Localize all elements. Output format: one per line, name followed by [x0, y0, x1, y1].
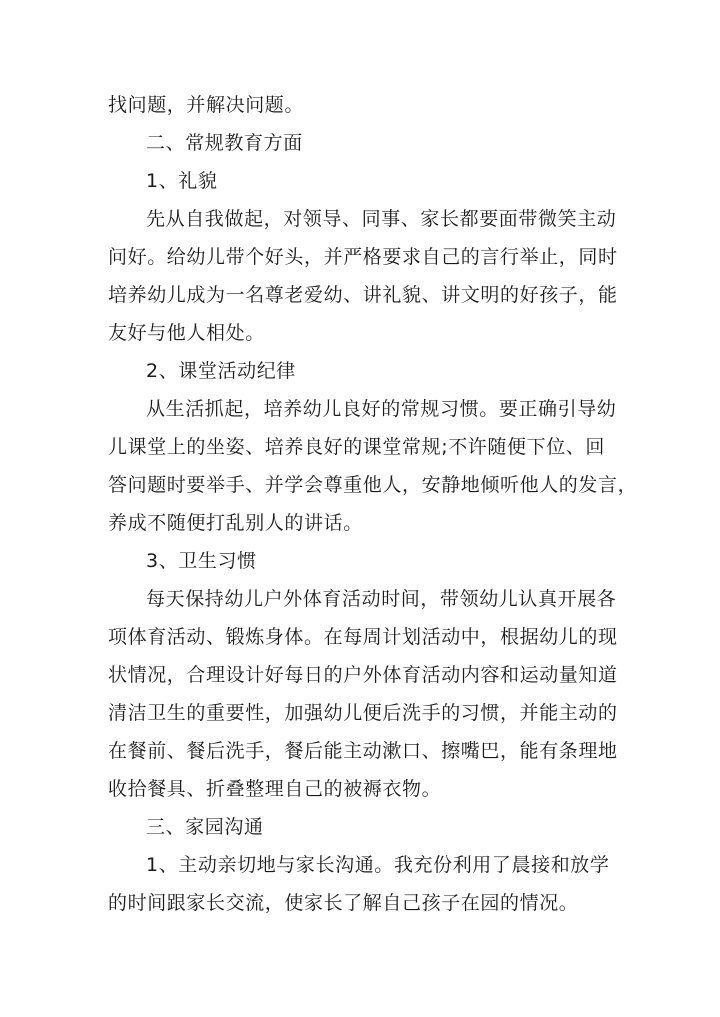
text-line: 收拾餐具、折叠整理自己的被褥衣物。	[108, 778, 442, 800]
text-line: 二、常规教育方面	[146, 132, 303, 154]
text-line: 从生活抓起，培养幼儿良好的常规习惯。要正确引导幼	[146, 398, 617, 420]
paragraph-p4	[108, 352, 613, 390]
paragraph-p7	[108, 580, 618, 808]
paragraph-p0	[108, 86, 613, 124]
paragraph-p1	[108, 124, 613, 162]
text-line: 每天保持幼儿户外体育活动时间，带领幼儿认真开展各	[146, 588, 617, 610]
text-line: 2、课堂活动纪律	[146, 360, 296, 382]
text-line: 养成不随便打乱别人的讲话。	[108, 512, 363, 534]
text-line: 3、卫生习惯	[146, 550, 257, 572]
paragraph-p3	[108, 200, 618, 352]
text-line: 儿课堂上的坐姿、培养良好的课堂常规;不许随便下位、回	[108, 436, 606, 458]
text-line: 1、主动亲切地与家长沟通。我充份利用了晨接和放学	[146, 854, 610, 876]
paragraph-p8	[108, 808, 613, 846]
text-line: 的时间跟家长交流，使家长了解自己孩子在园的情况。	[108, 892, 579, 914]
text-line: 答问题时要举手、并学会尊重他人，安静地倾听他人的发言，	[108, 474, 638, 496]
text-line: 培养幼儿成为一名尊老爱幼、讲礼貌、讲文明的好孩子，能	[108, 284, 618, 306]
text-line: 友好与他人相处。	[108, 322, 265, 344]
text-line: 清洁卫生的重要性，加强幼儿便后洗手的习惯，并能主动的	[108, 702, 618, 724]
paragraph-p9	[108, 846, 613, 922]
document-body	[108, 86, 638, 922]
text-line: 三、家园沟通	[146, 816, 264, 838]
text-line: 在餐前、餐后洗手，餐后能主动漱口、擦嘴巴，能有条理地	[108, 740, 618, 762]
paragraph-p5	[108, 390, 638, 542]
text-line: 问好。给幼儿带个好头，并严格要求自己的言行举止，同时	[108, 246, 618, 268]
paragraph-p6	[108, 542, 613, 580]
text-line: 1、礼貌	[146, 170, 218, 192]
text-line: 项体育活动、锻炼身体。在每周计划活动中，根据幼儿的现	[108, 626, 618, 648]
paragraph-p2	[108, 162, 613, 200]
text-line: 找问题，并解决问题。	[108, 94, 305, 116]
text-line: 状情况，合理设计好每日的户外体育活动内容和运动量知道	[108, 664, 618, 686]
text-line: 先从自我做起，对领导、同事、家长都要面带微笑主动	[146, 208, 617, 230]
